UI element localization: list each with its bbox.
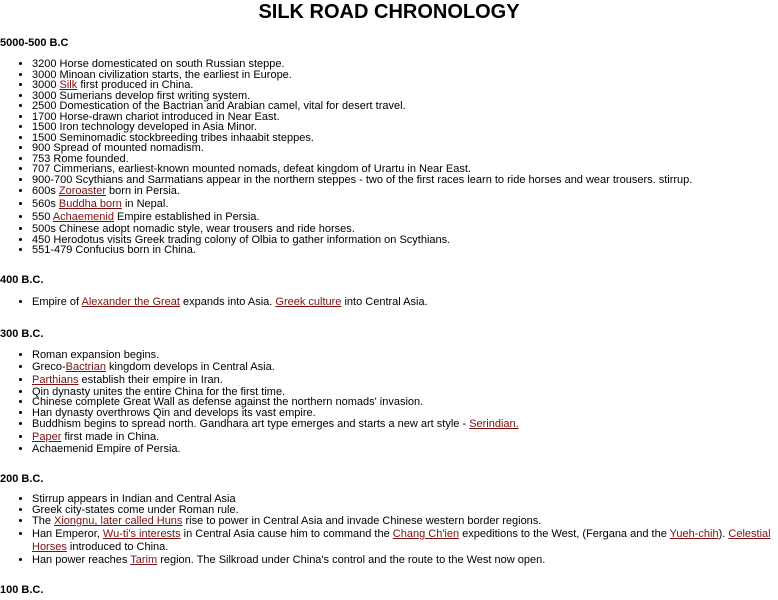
list-item: [32, 361, 519, 374]
inline-link[interactable]: Zoroaster: [58, 185, 106, 197]
item-text: 450 Herodotus visits Greek trading colony of Olbia to gather information on Scythians.: [32, 233, 451, 246]
list-item: [32, 418, 519, 431]
period-heading: 300 B.C.: [0, 328, 44, 340]
list-item: [32, 198, 692, 211]
item-text: Buddhism begins to spread north. Gandhara art type emerges and starts a new art style -: [32, 418, 470, 430]
list-item: [32, 143, 692, 154]
list-item: [32, 444, 519, 455]
item-text: ).: [718, 528, 729, 540]
inline-link[interactable]: Celestial Horses: [32, 528, 771, 553]
item-text: 600s: [32, 185, 59, 197]
inline-link[interactable]: Paper: [32, 431, 62, 443]
period-heading: 400 B.C.: [0, 274, 44, 286]
item-text: rise to power in Central Asia and invade Chinese western border regions.: [182, 515, 542, 527]
inline-link[interactable]: Achaemenid: [52, 211, 114, 223]
period-heading: 200 B.C.: [0, 473, 44, 485]
item-text: The: [32, 515, 55, 527]
item-text: in Central Asia cause him to command the: [180, 528, 393, 540]
inline-link[interactable]: Wu-ti's interests: [102, 528, 181, 540]
item-text: Greek city-states come under Roman rule.: [32, 503, 239, 516]
list-item: [32, 297, 428, 308]
item-text: Empire of: [32, 296, 82, 308]
item-text: Achaemenid Empire of Persia.: [32, 443, 181, 455]
period-heading: 100 B.C.: [0, 584, 44, 596]
item-text: 3000 Minoan civilization starts, the earliest in Europe.: [32, 68, 292, 81]
inline-link[interactable]: Yueh-chih: [669, 528, 719, 540]
item-text: 3200 Horse domesticated on south Russian steppe.: [32, 58, 285, 70]
item-text: establish their empire in Iran.: [78, 373, 223, 386]
item-text: 550: [32, 211, 53, 223]
item-text: 1500 Seminomadic stockbreeding tribes inhaabit steppes.: [32, 131, 314, 144]
item-text: first produced in China.: [77, 79, 194, 91]
list-item: [32, 185, 692, 198]
list-item: [32, 408, 519, 419]
inline-link[interactable]: Parthians: [32, 373, 79, 386]
inline-link[interactable]: Chang Ch'ien: [392, 528, 460, 540]
item-text: 3000: [32, 79, 60, 91]
item-text: 900 Spread of mounted nomadism.: [32, 142, 204, 154]
item-text: expeditions to the West, (Fergana and the: [459, 528, 670, 540]
item-text: Han power reaches: [32, 554, 131, 566]
item-text: Chinese complete Great Wall as defense against the northern nomads' invasion.: [32, 396, 424, 408]
event-list: [0, 59, 692, 256]
item-text: 1500 Iron technology developed in Asia Minor.: [32, 121, 258, 133]
event-list: [0, 297, 428, 308]
item-text: introduced to China.: [66, 541, 169, 553]
item-text: 900-700 Scythians and Sarmatians appear in the northern steppes - two of the first races learn to ride horses and wear trousers. stirrup.: [32, 173, 693, 186]
inline-link[interactable]: Xiongnu, later called Huns: [54, 515, 183, 527]
item-text: into Central Asia.: [341, 296, 428, 308]
item-text: Han dynasty overthrows Qin and develops its vast empire.: [32, 406, 316, 419]
list-item: [32, 528, 777, 554]
item-text: expands into Asia.: [179, 296, 276, 308]
item-text: Stirrup appears in Indian and Central Asia: [32, 493, 236, 505]
list-item: [32, 554, 777, 567]
item-text: 1700 Horse-drawn chariot introduced in Near East.: [32, 110, 280, 123]
item-text: Greco-: [32, 360, 66, 373]
item-text: 707 Cimmerians, earliest-known mounted nomads, defeat kingdom of Urartu in Near East.: [32, 163, 471, 175]
item-text: 2500 Domestication of the Bactrian and Arabian camel, vital for desert travel.: [32, 100, 406, 112]
item-text: Empire established in Persia.: [113, 211, 260, 223]
inline-link[interactable]: Serindian.: [469, 418, 519, 430]
inline-link[interactable]: Alexander the Great: [81, 296, 180, 308]
item-text: Qin dynasty unites the entire China for the first time.: [32, 385, 286, 398]
list-item: [32, 505, 777, 516]
inline-link[interactable]: Tarim: [130, 554, 158, 566]
item-text: Roman expansion begins.: [32, 349, 160, 361]
item-text: born in Persia.: [106, 185, 180, 197]
item-text: in Nepal.: [121, 198, 169, 210]
event-list: [0, 350, 519, 455]
item-text: 551-479 Confucius born in China.: [32, 244, 196, 256]
list-item: [32, 350, 519, 361]
inline-link[interactable]: Bactrian: [65, 360, 106, 373]
inline-link[interactable]: Silk: [59, 79, 78, 91]
item-text: first made in China.: [61, 431, 160, 443]
list-item: [32, 175, 692, 186]
inline-link[interactable]: Buddha born: [58, 198, 122, 210]
page-title: SILK ROAD CHRONOLOGY: [258, 1, 520, 23]
item-text: Han Emperor,: [32, 528, 103, 540]
inline-link[interactable]: Greek culture: [275, 296, 342, 308]
event-list: [0, 494, 777, 567]
item-text: 500s Chinese adopt nomadic style, wear trousers and ride horses.: [32, 223, 355, 235]
item-text: 3000 Sumerians develop first writing system.: [32, 89, 251, 102]
list-item: [32, 515, 777, 528]
item-text: region. The Silkroad under China's control and the route to the West now open.: [157, 554, 546, 566]
item-text: 753 Rome founded.: [32, 152, 129, 165]
list-item: [32, 245, 692, 256]
period-heading: 5000-500 B.C: [0, 37, 69, 49]
item-text: kingdom develops in Central Asia.: [105, 360, 275, 373]
item-text: 560s: [32, 198, 59, 210]
